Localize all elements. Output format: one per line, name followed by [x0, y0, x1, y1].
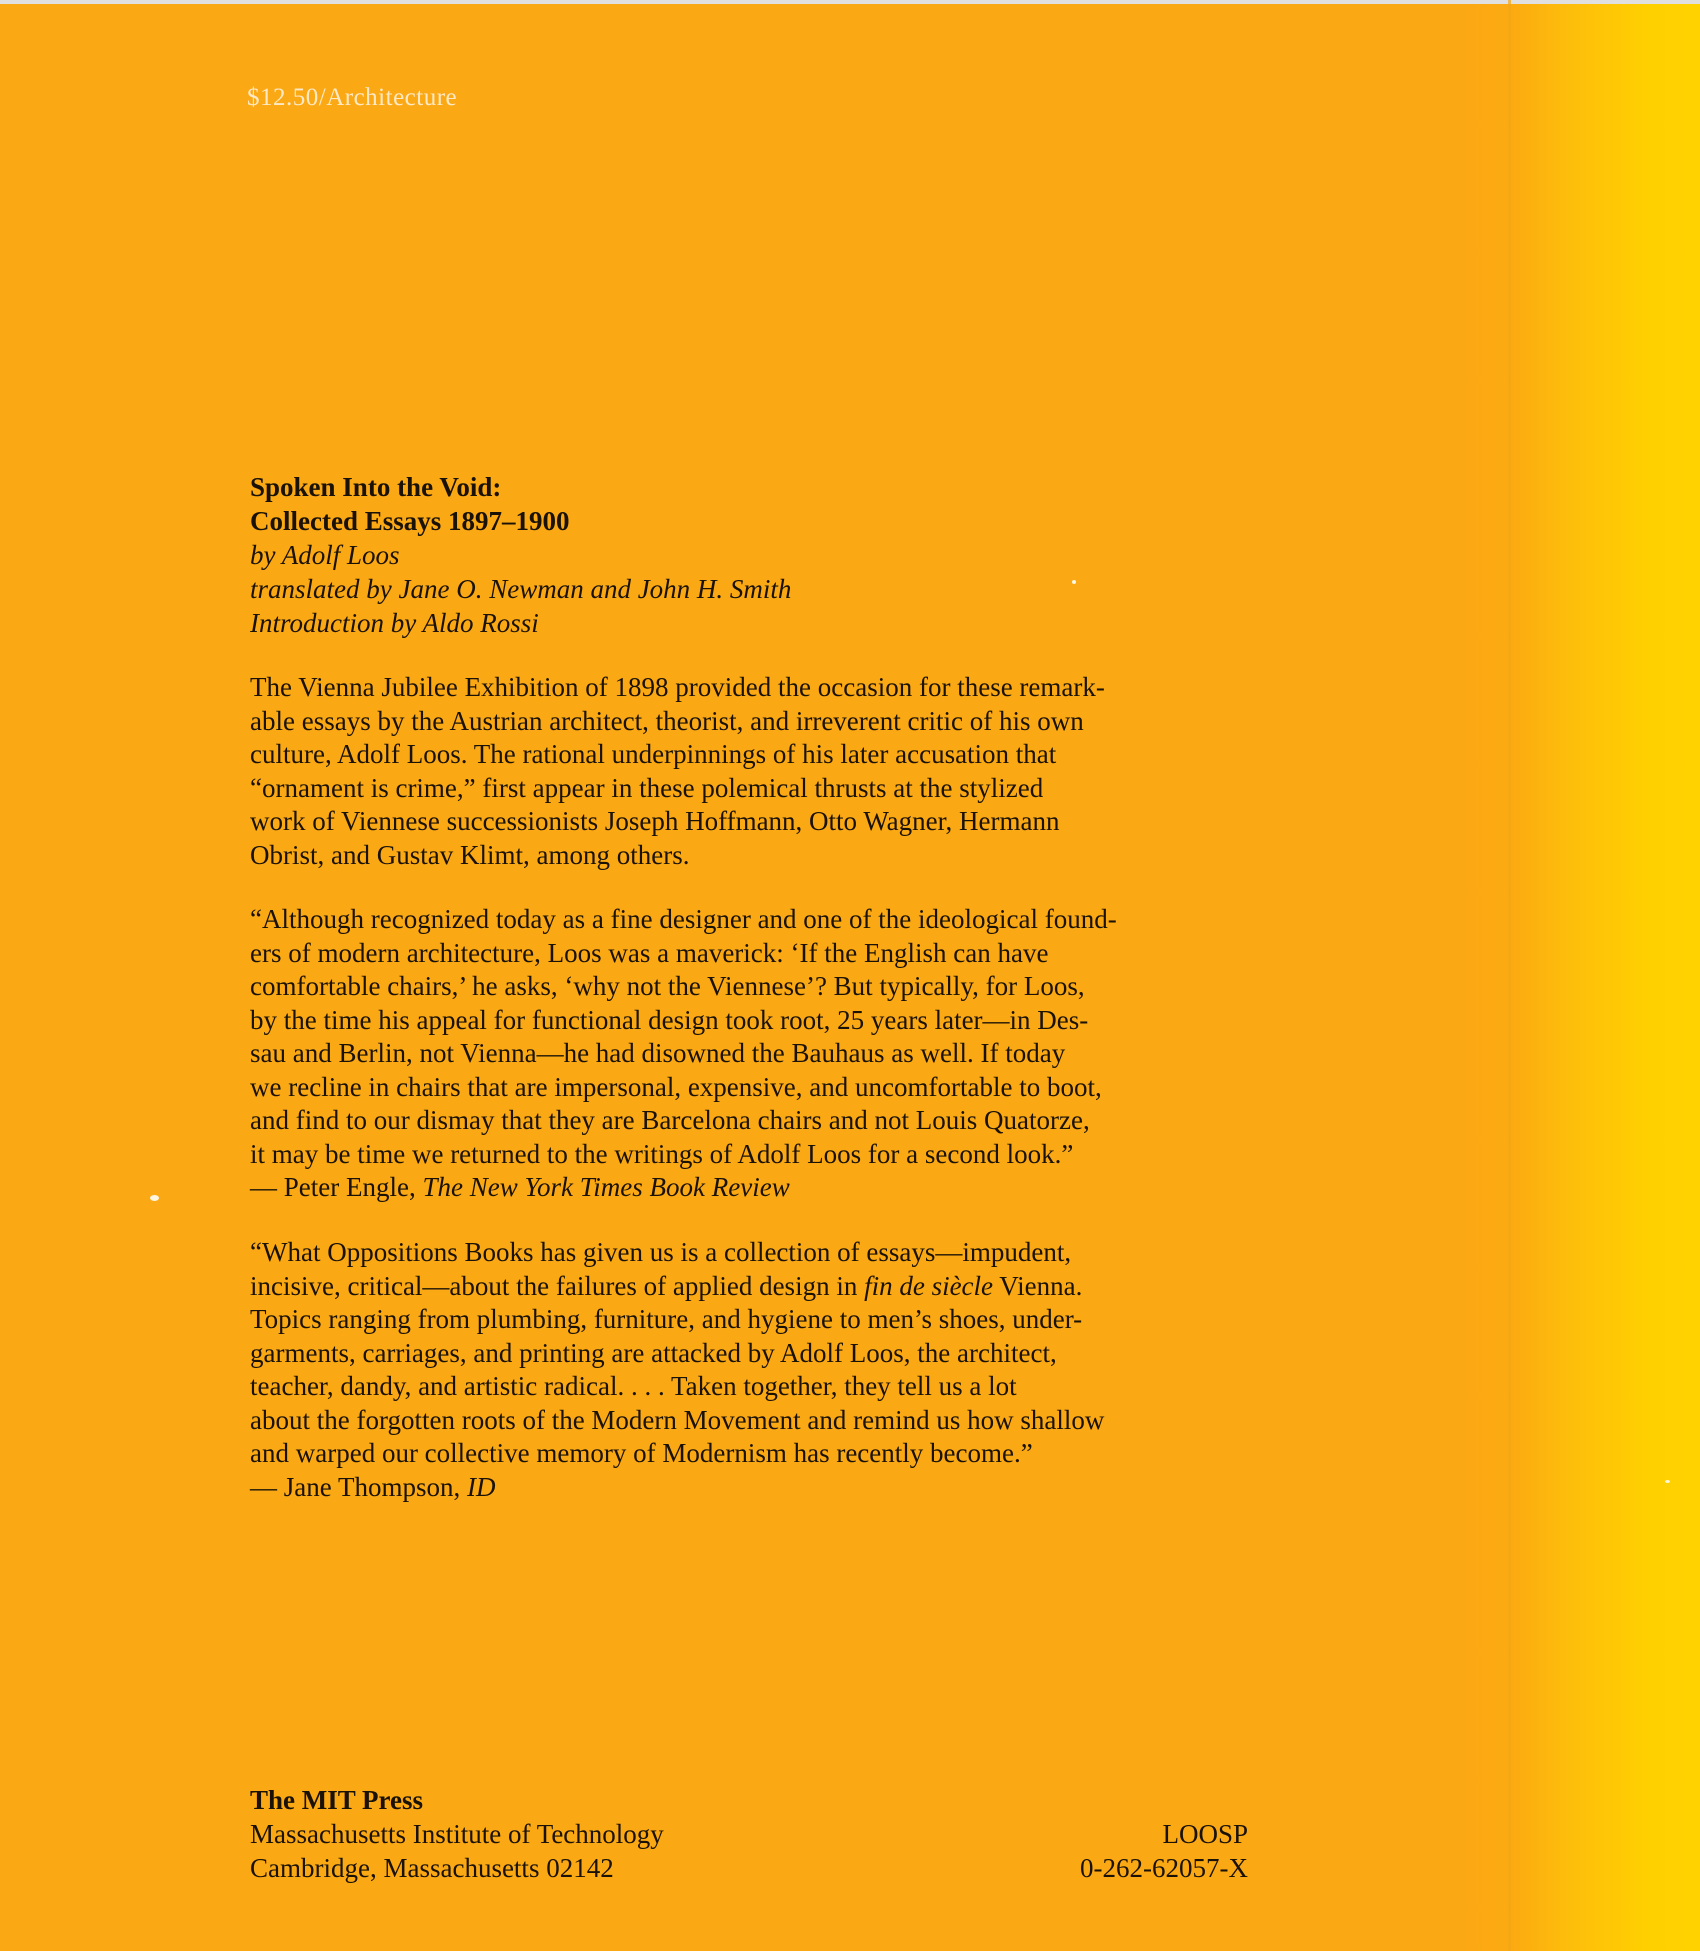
quote-line: garments, carriages, and printing are attacked by Adolf Loos, the architect, [250, 1337, 1057, 1368]
attribution-publication: The New York Times Book Review [422, 1172, 790, 1202]
book-title-line-1: Spoken Into the Void: [250, 472, 502, 502]
introduction-credit: Introduction by Aldo Rossi [250, 608, 539, 638]
publisher-name: The MIT Press [250, 1785, 424, 1815]
attribution-publication: ID [467, 1471, 496, 1502]
attribution-reviewer: — Peter Engle, [250, 1172, 423, 1202]
publisher-address: Cambridge, Massachusetts 02142 [250, 1853, 614, 1883]
quote-line: about the forgotten roots of the Modern Movement and remind us how shallow [250, 1404, 1105, 1435]
description-line: Obrist, and Gustav Klimt, among others. [250, 839, 690, 870]
quote-line: it may be time we returned to the writings of Adolf Loos for a second look.” [250, 1138, 1074, 1169]
quote-line: and find to our dismay that they are Barcelona chairs and not Louis Quatorze, [250, 1105, 1090, 1135]
description-line: culture, Adolf Loos. The rational underpinnings of his later accusation that [250, 739, 1057, 769]
book-code: LOOSP [1162, 1819, 1248, 1849]
isbn: 0-262-62057-X [1080, 1853, 1248, 1883]
quote-line: “Although recognized today as a fine designer and one of the ideological found- [250, 904, 1117, 934]
book-codes [990, 1817, 1248, 1885]
publisher-institution: Massachusetts Institute of Technology [250, 1819, 664, 1849]
quote-line: and warped our collective memory of Modernism has recently become.” [250, 1438, 1033, 1468]
review-quote-engle [250, 903, 1250, 1205]
quote-text: incisive, critical—about the failures of applied design in [250, 1270, 865, 1301]
quote-line: by the time his appeal for functional design took root, 25 years later—in Des- [250, 1004, 1089, 1035]
review-quote-thompson [250, 1236, 1250, 1504]
book-info-block [250, 470, 1260, 640]
quote-line: we recline in chairs that are impersonal, expensive, and uncomfortable to boot, [250, 1071, 1102, 1102]
quote-line: comfortable chairs,’ he asks, ‘why not the Viennese’? But typically, for Loos, [250, 971, 1085, 1001]
quote-attribution [250, 1171, 1250, 1205]
quote-line: ers of modern architecture, Loos was a maverick: ‘If the English can have [250, 937, 1049, 968]
description-line: “ornament is crime,” first appear in these polemical thrusts at the stylized [250, 772, 1044, 803]
quote-line: Topics ranging from plumbing, furniture, and hygiene to men’s shoes, under- [250, 1304, 1083, 1334]
description-line: The Vienna Jubilee Exhibition of 1898 provided the occasion for these remark- [250, 672, 1105, 702]
publisher-block [250, 1783, 664, 1885]
quote-attribution [250, 1471, 1250, 1505]
attribution-reviewer: — Jane Thompson, [250, 1471, 467, 1502]
translator-credit: translated by Jane O. Newman and John H. Smith [250, 574, 792, 604]
book-title-line-2: Collected Essays 1897–1900 [250, 506, 570, 536]
description-line: able essays by the Austrian architect, theorist, and irreverent critic of his own [250, 705, 1084, 736]
scan-top-edge [0, 0, 1700, 4]
author-credit: by Adolf Loos [250, 540, 400, 570]
spine-fold-line [1508, 0, 1511, 1951]
book-description [250, 671, 1250, 872]
paper-fleck [150, 1195, 159, 1201]
price-category-line: $12.50/Architecture [247, 84, 458, 111]
quote-line: “What Oppositions Books has given us is a collection of essays—impudent, [250, 1237, 1072, 1267]
quote-line: sau and Berlin, not Vienna—he had disowned the Bauhaus as well. If today [250, 1038, 1066, 1068]
quote-italic-phrase: fin de siècle [864, 1270, 994, 1301]
description-line: work of Viennese successionists Joseph Hoffmann, Otto Wagner, Hermann [250, 806, 1060, 836]
quote-text: Vienna. [993, 1270, 1083, 1301]
quote-line: teacher, dandy, and artistic radical. . . . Taken together, they tell us a lot [250, 1371, 1017, 1401]
quote-line [250, 1270, 1250, 1304]
paper-fleck [1665, 1480, 1670, 1483]
